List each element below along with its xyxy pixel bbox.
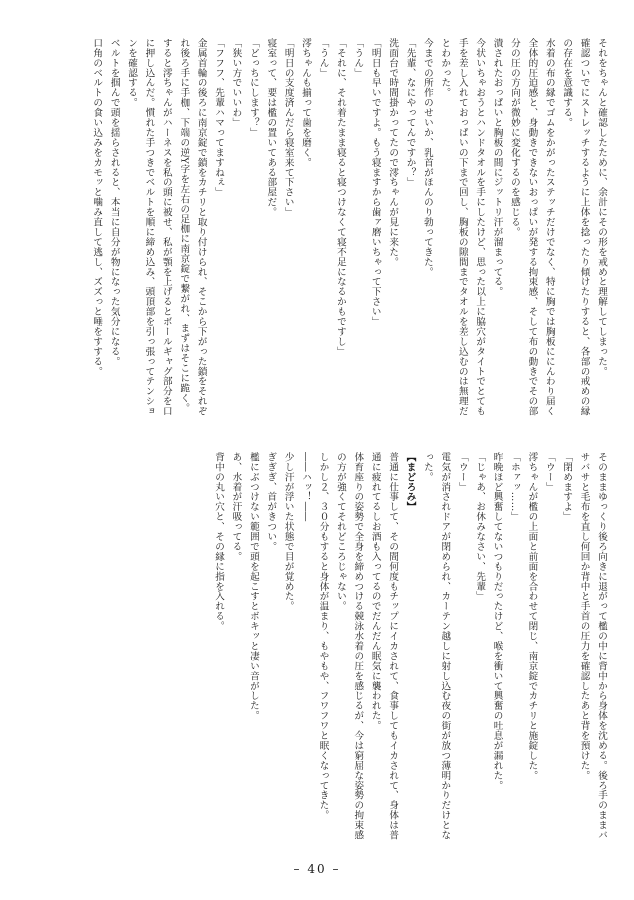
upper-text-column-block	[38, 38, 610, 420]
paragraph: しかし２、３０分もすると身体が温まり、もやもや、フワフワと眠くなってきた。	[317, 452, 329, 821]
paragraph: 「ウー」	[456, 452, 468, 492]
paragraph: 口角のベルトの食い込みをカモッと噛み直して逃し、ズズっと唾をすする。	[91, 38, 103, 377]
paragraph: 「じゃあ、お休みなさい、先輩」	[474, 452, 486, 602]
paragraph: 澪ちゃんが檻の上面と前面を合わせて閉じ、南京錠でカチリと施錠した。	[526, 452, 538, 781]
paragraph: 「明日も早いですよ。もう寝ますから歯ァ磨いちゃって下さい」	[369, 38, 381, 327]
paragraph: 水着の布の縁でゴムをかがったステッチだけでなく、特に胸では胸板ににんわり届く全体的圧迫感と、身動きできないおっぱいが発する拘束感、そして布の動きでその部分の圧の方向が微妙に変化するのを感じる。	[508, 38, 555, 417]
paragraph: 澪ちゃんも揃って歯を磨く。	[300, 38, 312, 168]
paragraph: 昨晩ほど興奮してないつもりだったけど、喉を衝いて興奮の吐息が漏れた。	[491, 452, 503, 791]
paragraph: 今状いちゃおうとハンドタオルを手にしたけど、思った以上に脇穴がタイトでとても手を差し入れておっぱいの下まで回し、胸板の隙間までタオルを差し込むのは無理だとわかった。	[439, 38, 486, 417]
paragraph: 「うん」	[352, 38, 364, 78]
paragraph: 「フフフ、先輩ハマってますねぇ」	[213, 38, 225, 198]
paragraph: ぎぎぎ、首がきつい。	[265, 452, 277, 552]
paragraph: 檻にぶつけない範囲で頭を起こすとボキッと凄い音がした。	[247, 452, 259, 721]
paragraph: 背中の丸い穴と、その縁に指を入れる。	[213, 452, 225, 632]
paragraph: 今までの所作のせいか、乳首がほんのり勃ってきた。	[421, 38, 433, 277]
paragraph: 「ホァッ……」	[508, 452, 520, 522]
paragraph: 少し汗が浮いた状態で目が覚めた。	[282, 452, 294, 612]
paragraph: 寝室って、要は檻の置いてある部屋だ。	[265, 38, 277, 218]
paragraph: 「狭い方でいいわ」	[230, 38, 242, 128]
paragraph: 「先輩、なにやってんですか？」	[404, 38, 416, 188]
paragraph: 「うん」	[317, 38, 329, 78]
paragraph: 洗面台で時間掛かってたので澪ちゃんが見に来た。	[387, 38, 399, 267]
paragraph: 「明日の支度済んだら寝室来て下さい」	[282, 38, 294, 218]
paragraph: 「どっちにします？」	[247, 38, 259, 138]
paragraph: 体育座りの姿勢で全身を締めつける競泳水着の圧を感じるが、今は窮屈な姿勢の拘束感の方が強くてそれどころじゃない。	[334, 452, 364, 841]
lower-text-column-block	[38, 452, 610, 844]
paragraph: 「それに、それ着たまま寝ると寝つけなくて寝不足になるかもですし」	[334, 38, 346, 357]
paragraph: 「ウー」	[543, 452, 555, 492]
paragraph: そのままゆっくり後ろ向きに退がって檻の中に背中から身体を沈める。後ろ手のままバサバサと毛布を直し何回か背中と手首の圧力を確認したあと背を預けた。	[578, 452, 607, 841]
paragraph: 電気が消されドアが閉められ、カーテン越しに射し込む夜の街が放つ薄明かりだけとなった。	[421, 452, 451, 841]
paragraph: 「閉めますよ」	[561, 452, 573, 522]
paragraph: ベルトを掴んで頭を揺らされると、本当に自分が物になった気分になる。	[108, 38, 120, 367]
paragraph: それをちゃんと確認したために、余計にその形を戒めと理解してしまった。	[596, 38, 607, 377]
paragraph: 潰されたおっぱいと胸板の間にジットリ汗が溜まってる。	[491, 38, 503, 297]
paragraph: 普通に仕事して、その間何度もチップにイカされて、食事してもイカされて、身体は普通に疲れてるしお酒も入ってるのでだんだん眠気に襲われた。	[369, 452, 399, 841]
section-heading: 【まどろみ】	[404, 452, 416, 512]
paragraph: 確認ついでにストレッチするように上体を捻ったり傾けたりすると、各部の戒めの縁の存在を意識する。	[561, 38, 590, 417]
page-number: – 40 –	[293, 862, 341, 876]
paragraph: あ、水着が汗吸ってる。	[230, 452, 242, 562]
paragraph: 金属首輪の後ろに南京錠で鎖をカチリと取り付けられ、そこから下がった鎖をそれぞれ後ろ手に手枷、下端の逆Y字を左右の足枷に南京錠で繋がれ、まずはそこに跪く。すると澪ちゃんがハーネスを私の頭に被せ、私が顎を上げるとボールギャグ部分を口に押し込んだ。慣れた手つきでベルトを順に締め込み、頭頂部を引っ張ってテンションを確認する。	[126, 38, 207, 417]
paragraph: ――ハッ！――	[300, 452, 312, 522]
